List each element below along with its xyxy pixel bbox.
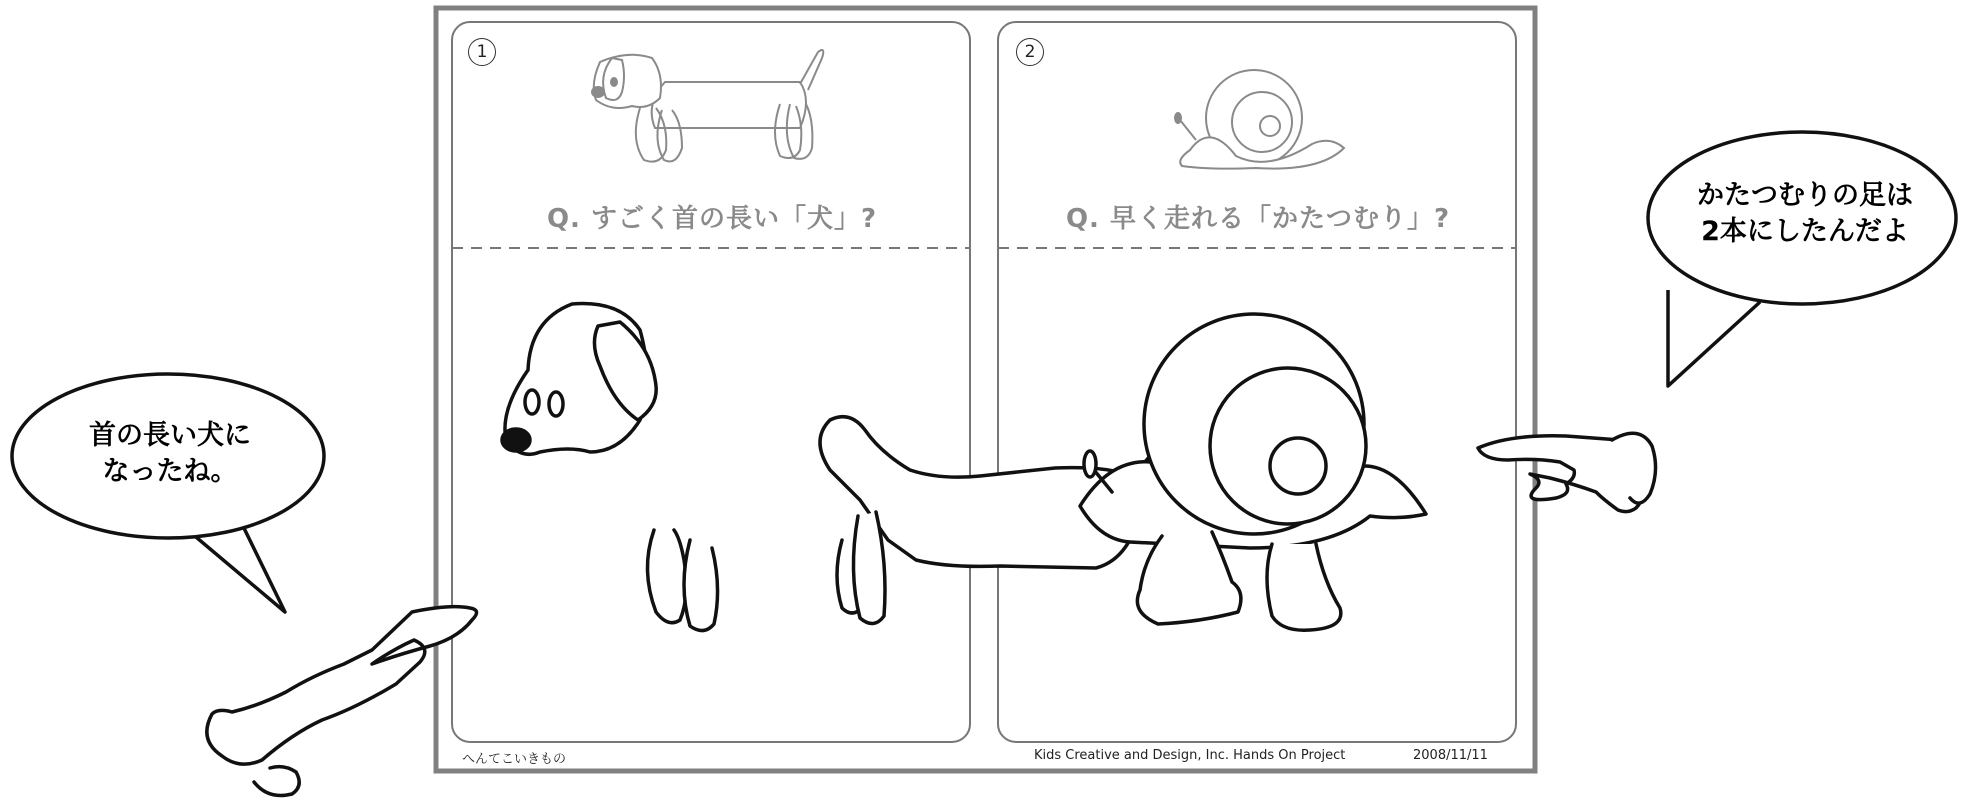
footer-title: へんてこいきもの [462,752,567,767]
card-1-question: Q. すごく首の長い「犬」? [546,204,878,234]
right-speech-bubble [1648,132,1956,386]
footer-credit: Kids Creative and Design, Inc. Hands On Project [1034,748,1346,763]
card-1-number-badge: 1 [468,38,496,66]
right-bubble-text [1660,178,1950,250]
right-bubble-line2: 2本にしたんだよ [1701,216,1909,247]
card-2-question: Q. 早く走れる「かたつむり」? [1065,204,1451,234]
left-bubble-text [30,418,310,490]
right-bubble-line1: かたつむりの足は [1697,180,1913,211]
left-speech-bubble [12,374,324,612]
left-bubble-line2: なったね。 [102,456,238,487]
card-2-number-badge: 2 [1016,38,1044,66]
footer-date: 2008/11/11 [1413,748,1488,763]
left-bubble-line1: 首の長い犬に [89,420,251,451]
